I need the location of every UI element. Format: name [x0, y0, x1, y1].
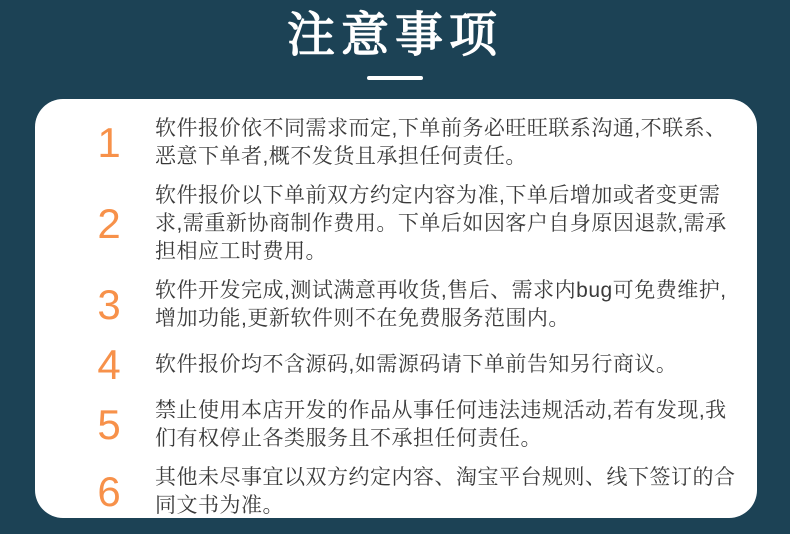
notice-item-6 — [63, 464, 743, 518]
notice-number: 5 — [97, 401, 121, 448]
notice-number: 3 — [97, 281, 121, 328]
notice-text: 软件报价均不含源码,如需源码请下单前告知另行商议。 — [155, 353, 678, 376]
notice-text: 软件报价以下单前双方约定内容为准,下单后增加或者变更需求,需重新协商制作费用。下单后如因客户自身原因退款,需承担相应工时费用。 — [155, 184, 727, 263]
notice-text: 禁止使用本店开发的作品从事任何违法违规活动,若有发现,我们有权停止各类服务且不承担任何责任。 — [155, 399, 727, 450]
page-title: 注意事项 — [286, 9, 503, 62]
notice-text: 软件报价依不同需求而定,下单前务必旺旺联系沟通,不联系、恶意下单者,概不发货且承担任何责任。 — [155, 117, 727, 168]
notice-number: 4 — [97, 341, 121, 388]
notice-item-5 — [63, 397, 743, 453]
notice-text: 其他未尽事宜以双方约定内容、淘宝平台规则、线下签订的合同文书为准。 — [155, 466, 736, 517]
notice-item-2 — [63, 182, 743, 266]
notice-list — [63, 115, 743, 517]
notice-number: 1 — [97, 119, 121, 166]
page-header — [0, 0, 790, 80]
notice-item-3 — [63, 277, 743, 333]
notice-number: 6 — [97, 468, 121, 515]
notice-text: 软件开发完成,测试满意再收货,售后、需求内bug可免费维护,增加功能,更新软件则不在免费服务范围内。 — [155, 279, 727, 330]
notice-number: 2 — [97, 200, 121, 247]
notice-card — [35, 99, 757, 518]
notice-item-4 — [63, 341, 743, 388]
title-underline-dash — [367, 76, 423, 80]
notice-item-1 — [63, 115, 743, 171]
